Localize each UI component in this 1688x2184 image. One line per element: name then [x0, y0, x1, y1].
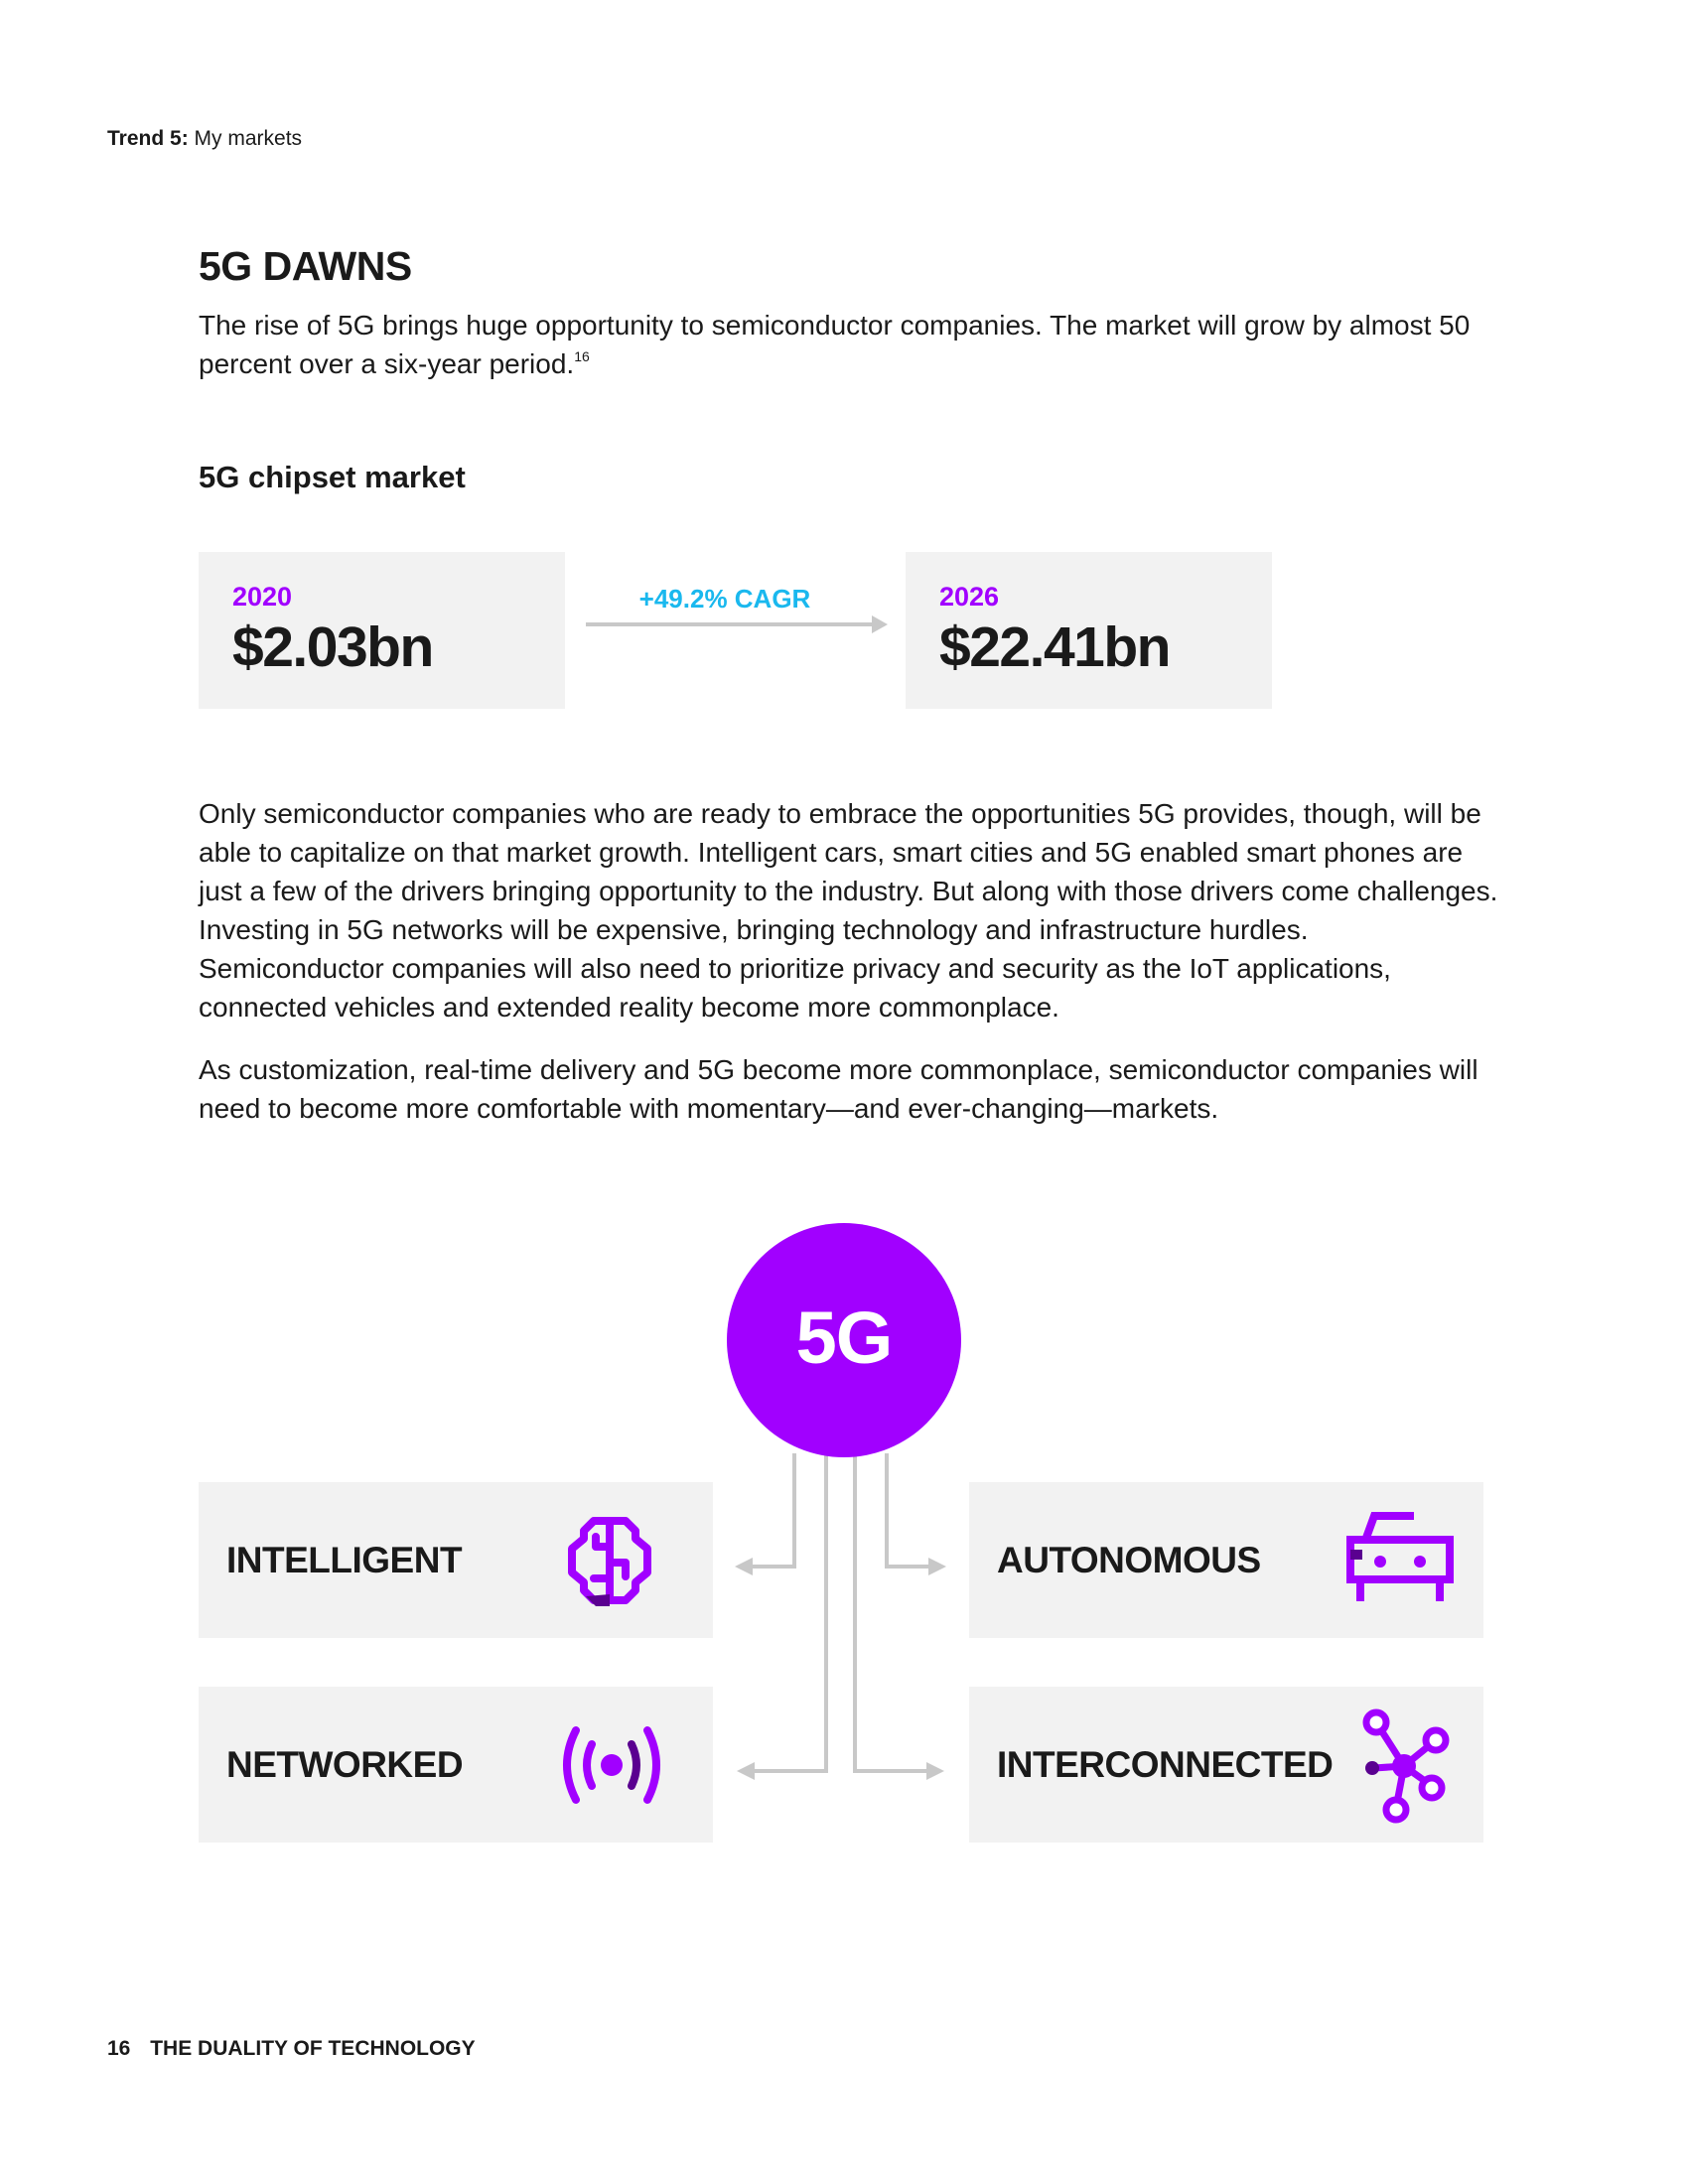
arrowhead-autonomous	[928, 1558, 946, 1575]
connector-interconnected	[855, 1453, 929, 1771]
cagr-label: +49.2% CAGR	[638, 584, 811, 614]
card-autonomous	[969, 1482, 1483, 1638]
card-autonomous-label: AUTONOMOUS	[997, 1540, 1261, 1580]
publication-title: THE DUALITY OF TECHNOLOGY	[150, 2037, 476, 2060]
body-paragraph-2: As customization, real-time delivery and 5G become more commonplace, semiconductor companies will need to become more comfortable with momentary—and ever-changing—markets.	[199, 1054, 1478, 1124]
market-title: 5G chipset market	[199, 460, 466, 494]
connector-autonomous	[887, 1453, 931, 1567]
intro-text: The rise of 5G brings huge opportunity to semiconductor companies. The market will grow by almost 50 percent over a six-year period.	[199, 310, 1471, 379]
card-networked	[199, 1687, 713, 1843]
end-value: $22.41bn	[939, 615, 1170, 679]
page-number: 16	[107, 2037, 131, 2060]
arrowhead-intelligent	[735, 1558, 753, 1575]
footnote-ref: 16	[574, 348, 590, 364]
brain-icon	[556, 1507, 663, 1614]
card-interconnected	[969, 1687, 1483, 1843]
trend-label: Trend 5:	[107, 127, 189, 150]
arrowhead-networked	[737, 1762, 755, 1780]
broadcast-icon	[556, 1720, 667, 1810]
hub-label: 5G	[795, 1297, 893, 1379]
arrowhead-interconnected	[926, 1762, 944, 1780]
start-year: 2020	[232, 582, 293, 612]
connector-networked	[752, 1453, 826, 1771]
connector-intelligent	[750, 1453, 794, 1567]
card-intelligent-label: INTELLIGENT	[226, 1540, 463, 1580]
card-intelligent	[199, 1482, 713, 1638]
body-paragraph-1: Only semiconductor companies who are ready to embrace the opportunities 5G provides, though, will be able to capitalize on that market growth. Intelligent cars, smart cities and 5G enabled smart phones are just a few of the drivers bringing opportunity to the industry. But along with those drivers come challenges. Investing in 5G networks will be expensive, bringing technology and infrastructure hurdles. Semiconductor companies will also need to prioritize privacy and security as the IoT applications, connected vehicles and extended reality become more commonplace.	[199, 798, 1498, 1023]
car-icon	[1344, 1510, 1456, 1613]
network-nodes-icon	[1352, 1706, 1456, 1826]
start-value: $2.03bn	[232, 615, 433, 679]
card-interconnected-label: INTERCONNECTED	[997, 1744, 1334, 1785]
page-footer	[107, 2037, 476, 2061]
section-title: 5G DAWNS	[199, 243, 412, 289]
trend-name: My markets	[194, 127, 303, 150]
end-year: 2026	[939, 582, 1000, 612]
card-networked-label: NETWORKED	[226, 1744, 464, 1785]
